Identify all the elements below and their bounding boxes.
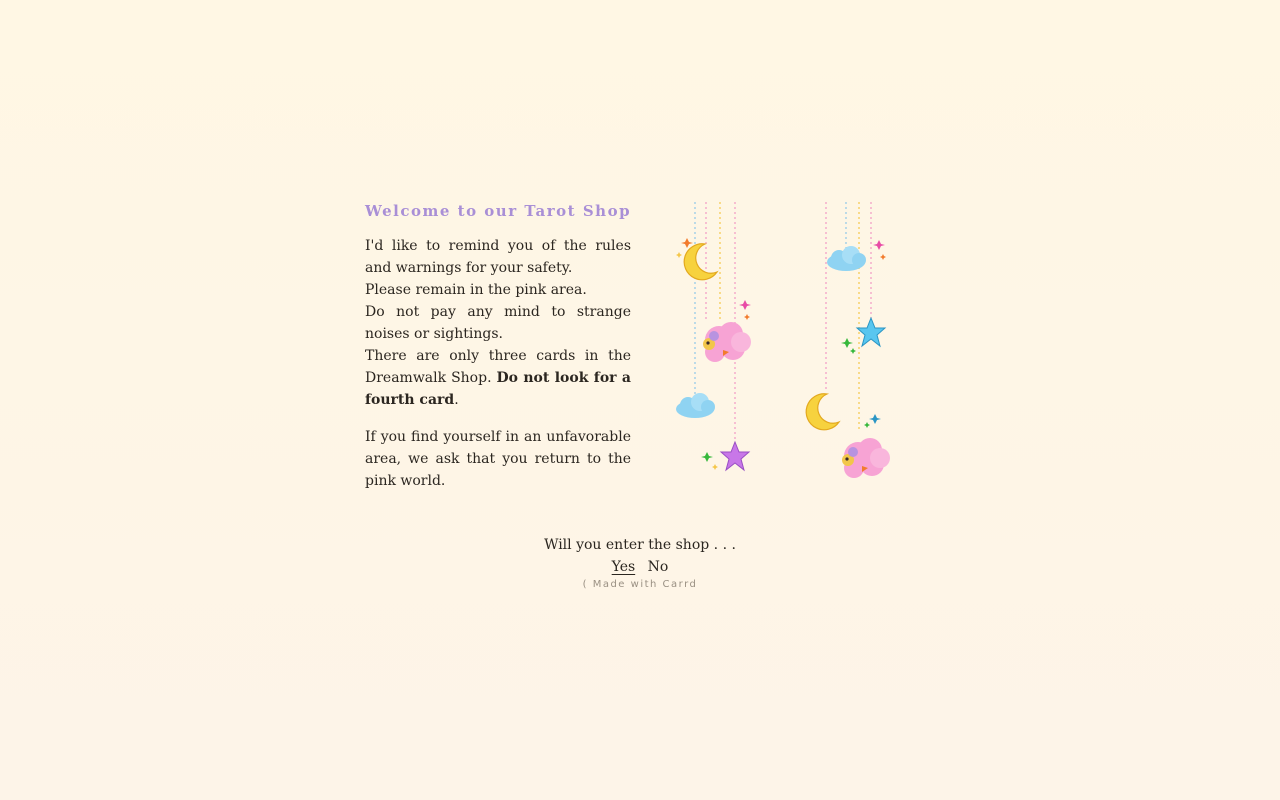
welcome-section	[365, 200, 895, 490]
cloud-icon	[676, 393, 715, 418]
intro-line-noises: Do not pay any mind to strange noises or sightings.	[365, 304, 631, 342]
intro-paragraph	[365, 235, 631, 411]
sparkle-icon	[701, 452, 718, 470]
star-icon	[857, 318, 885, 346]
sheep-icon	[842, 438, 890, 478]
sheep-icon	[703, 322, 751, 362]
mobile-strings	[695, 202, 871, 445]
sparkle-icon	[864, 414, 881, 428]
yes-link[interactable]: Yes	[611, 559, 636, 575]
moon-icon	[806, 394, 839, 430]
enter-prompt	[0, 534, 1280, 590]
enter-question: Will you enter the shop . . .	[544, 537, 736, 553]
cloud-icon	[827, 246, 866, 271]
intro-paragraph-return: If you find yourself in an unfavorable area, we ask that you return to the pink world.	[365, 429, 631, 489]
star-icon	[721, 442, 749, 470]
sparkle-icon	[739, 300, 751, 320]
intro-warning-fourth-card: Do not look for a fourth card	[365, 370, 632, 408]
intro-line-period: .	[454, 392, 459, 408]
intro-line-cards: There are only three cards in the Dreamwalk Shop.	[365, 348, 631, 386]
hanging-mobile-decoration	[673, 200, 895, 482]
made-with-carrd-link[interactable]: ( Made with Carrd	[582, 579, 698, 590]
enter-choices	[0, 556, 1280, 578]
moon-icon	[684, 244, 717, 280]
page-title: Welcome to our Tarot Shop	[365, 202, 632, 220]
sparkle-icon	[841, 338, 856, 354]
sparkle-icon	[873, 240, 886, 260]
intro-line-pink-area: Please remain in the pink area.	[365, 282, 587, 298]
intro-line-rules: I'd like to remind you of the rules and warnings for your safety.	[365, 238, 631, 276]
intro-text	[365, 200, 631, 492]
no-link[interactable]: No	[647, 559, 669, 575]
